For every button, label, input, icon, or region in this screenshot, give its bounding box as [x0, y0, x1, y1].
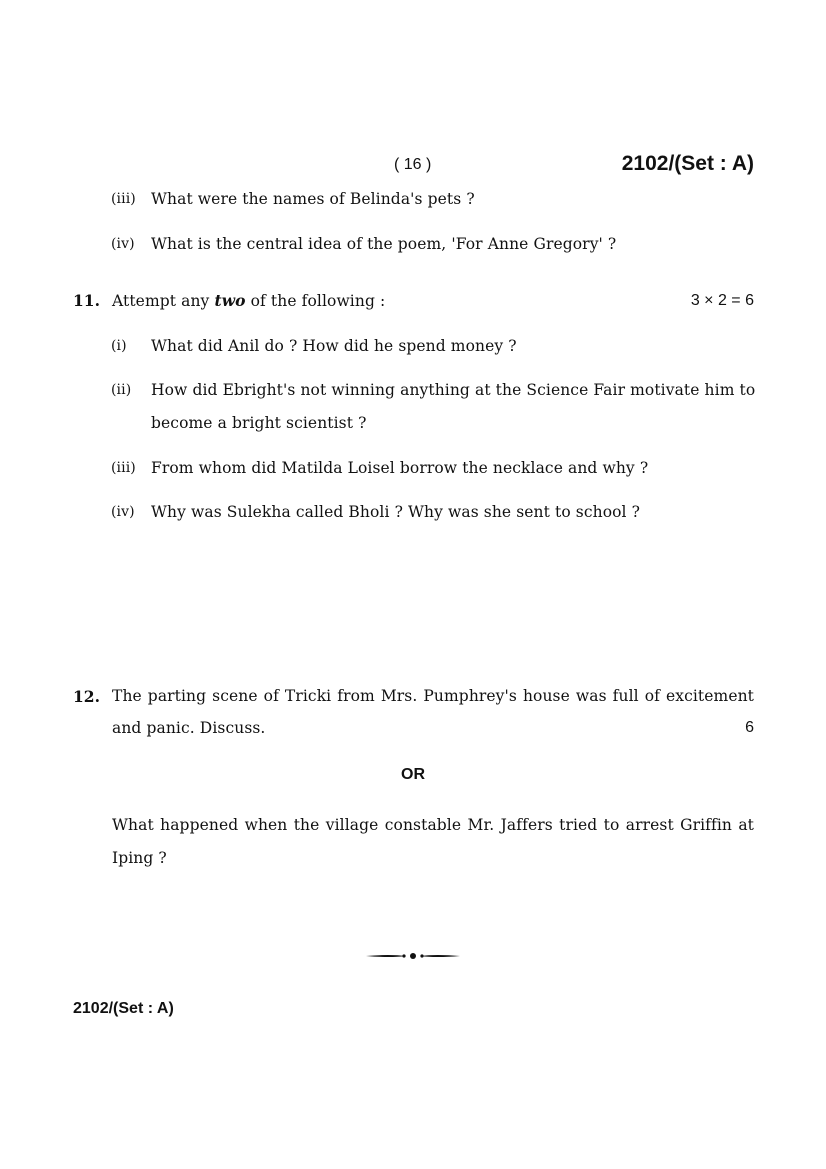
page-number: ( 16 ): [394, 156, 432, 173]
q12-text-line1: The parting scene of Tricki from Mrs. Pumphrey's house was full of excitement: [112, 687, 754, 705]
q11-ii-text-line2: become a bright scientist ?: [151, 414, 367, 432]
q11-iv-text: Why was Sulekha called Bholi ? Why was she sent to school ?: [151, 503, 641, 521]
q11-intro-before: Attempt any: [112, 292, 215, 310]
q12-marks: 6: [745, 719, 754, 736]
paper-code-header: 2102/(Set : A): [621, 152, 754, 175]
or-separator: OR: [401, 766, 425, 783]
q10-iii-text: What were the names of Belinda's pets ?: [151, 190, 475, 208]
q11-ii-text-line1: How did Ebright's not winning anything at the Science Fair motivate him to: [151, 381, 756, 399]
q11-ii-label: (ii): [111, 382, 132, 398]
q11-iv-label: (iv): [111, 504, 135, 520]
q10-iii-label: (iii): [111, 191, 136, 207]
q11-i-label: (i): [111, 338, 127, 354]
q11-i-text: What did Anil do ? How did he spend money ?: [151, 337, 517, 355]
q12-alt-text-line1: What happened when the village constable Mr. Jaffers tried to arrest Griffin at: [112, 816, 754, 834]
q11-iii-text: From whom did Matilda Loisel borrow the necklace and why ?: [151, 459, 649, 477]
q11-instruction: [112, 291, 385, 310]
q12-text-line2: and panic. Discuss.: [112, 719, 266, 737]
q12-number: 12.: [73, 687, 100, 706]
paper-code-footer: 2102/(Set : A): [73, 1000, 174, 1017]
q11-marks: 3 × 2 = 6: [690, 292, 754, 309]
q11-number: 11.: [73, 291, 100, 310]
q10-iv-text: What is the central idea of the poem, 'For Anne Gregory' ?: [151, 235, 617, 253]
q10-iv-label: (iv): [111, 236, 135, 252]
q11-iii-label: (iii): [111, 460, 136, 476]
end-ornament-icon: [366, 948, 460, 967]
q11-intro-after: of the following :: [245, 292, 386, 310]
q11-intro-emphasis: two: [214, 291, 246, 310]
q12-alt-text-line2: Iping ?: [112, 849, 167, 867]
